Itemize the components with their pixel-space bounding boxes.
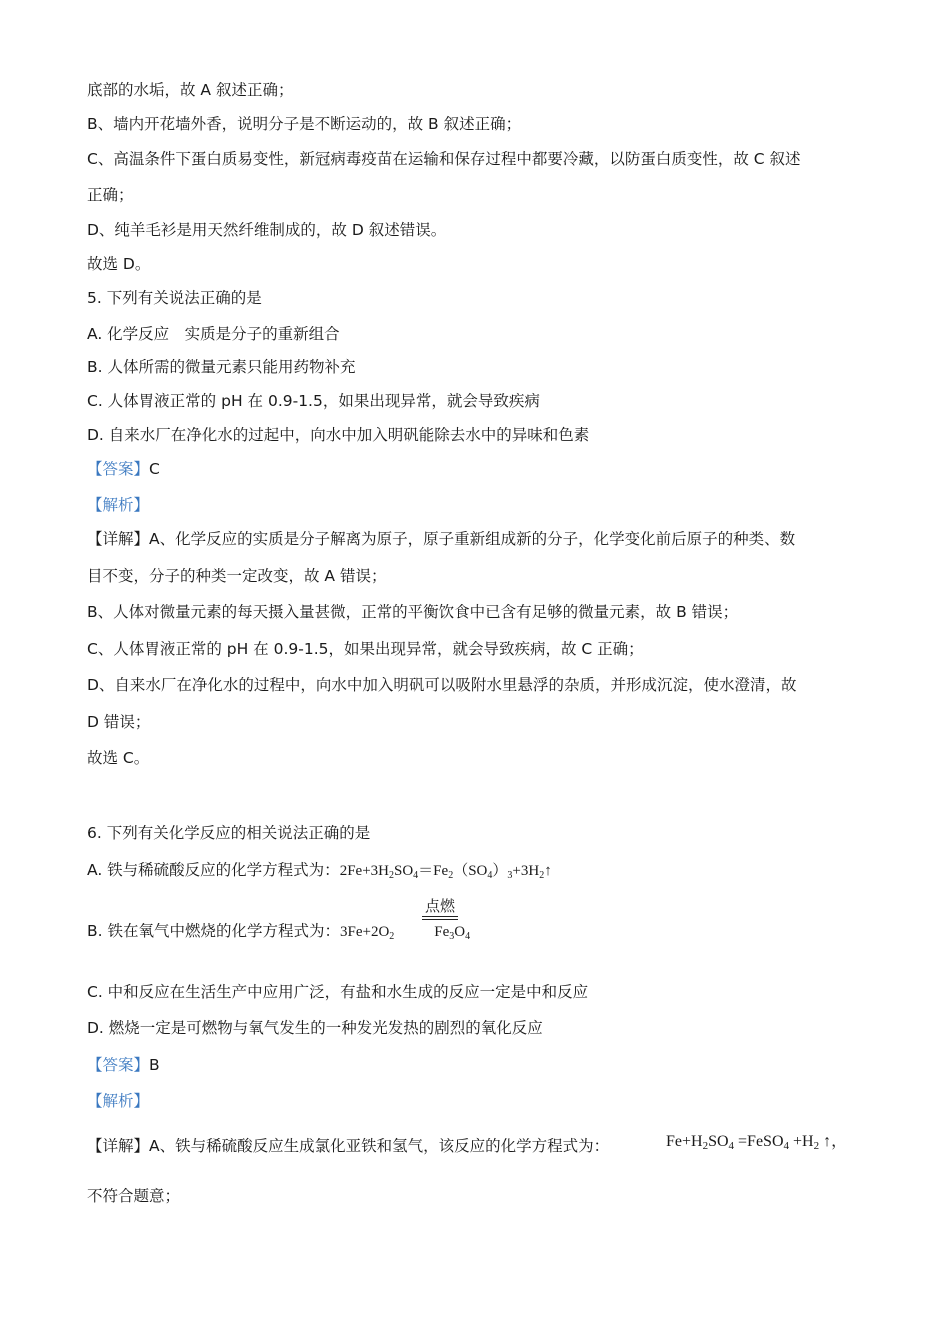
question-6-option-b: B. 铁在氧气中燃烧的化学方程式为：$3Fe+2O_2$ $Fe_3O_4$ (87, 922, 471, 942)
analysis-tag: 【解析】 (87, 1092, 150, 1110)
chemical-equation: $3Fe+2O_2$ $Fe_3O_4$ (340, 924, 471, 942)
text-line: C、高温条件下蛋白质易变性，新冠病毒疫苗在运输和保存过程中都要冷藏，以防蛋白质变性，故 C 叙述 (87, 150, 801, 168)
equals-bar (422, 919, 458, 920)
answer-tag: 【答案】 (87, 460, 150, 478)
question-5-option-b: B. 人体所需的微量元素只能用药物补充 (87, 358, 356, 376)
chemical-equation-image: $Fe+H_2SO_4$ =FeSO$_4$ $+H_2$ ↑， (666, 1133, 848, 1152)
question-6-stem: 6. 下列有关化学反应的相关说法正确的是 (87, 824, 371, 842)
text-line: 目不变，分子的种类一定改变，故 A 错误； (87, 567, 387, 585)
text-line: 故选 C。 (87, 749, 150, 767)
analysis-5-tag (87, 495, 149, 515)
answer-value: B (149, 1056, 160, 1074)
question-6-option-a: A. 铁与稀硫酸反应的化学方程式为：$2Fe+3H_2SO_4=Fe_2(SO_4)_3+3H_2↑$ (87, 861, 552, 881)
text-line: D 错误； (87, 713, 151, 731)
text-line: 【详解】A、化学反应的实质是分子解离为原子，原子重新组成新的分子，化学变化前后原子的种类、数 (87, 530, 796, 548)
text-line: D、纯羊毛衫是用天然纤维制成的，故 D 叙述错误。 (87, 221, 447, 239)
analysis-tag: 【解析】 (87, 496, 150, 514)
detail-6-line: 【详解】A、铁与稀硫酸反应生成氯化亚铁和氢气，该反应的化学方程式为： (87, 1137, 610, 1155)
text-line: C、人体胃液正常的 pH 在 0.9-1.5，如果出现异常，就会导致疾病，故 C 正确； (87, 640, 644, 658)
answer-5 (87, 459, 160, 479)
text-line: 故选 D。 (87, 255, 151, 273)
question-6-option-c: C. 中和反应在生活生产中应用广泛，有盐和水生成的反应一定是中和反应 (87, 983, 589, 1001)
text-line: 底部的水垢，故 A 叙述正确； (87, 81, 294, 99)
reaction-condition: 点燃 (422, 897, 458, 920)
text-line: 不符合题意； (87, 1187, 181, 1205)
question-5-option-d: D. 自来水厂在净化水的过起中，向水中加入明矾能除去水中的异味和色素 (87, 426, 590, 444)
answer-6 (87, 1055, 160, 1075)
question-6-option-d: D. 燃烧一定是可燃物与氧气发生的一种发光发热的剧烈的氧化反应 (87, 1019, 543, 1037)
analysis-6-tag (87, 1091, 149, 1111)
question-5-option-a: A. 化学反应 实质是分子的重新组合 (87, 325, 340, 343)
answer-value: C (149, 460, 160, 478)
answer-tag: 【答案】 (87, 1056, 150, 1074)
question-5-stem: 5. 下列有关说法正确的是 (87, 289, 262, 307)
text-line: D、自来水厂在净化水的过程中，向水中加入明矾可以吸附水里悬浮的杂质，并形成沉淀，使水澄清，故 (87, 676, 797, 694)
question-5-option-c: C. 人体胃液正常的 pH 在 0.9-1.5，如果出现异常，就会导致疾病 (87, 392, 540, 410)
equals-bar (422, 916, 458, 917)
text-line: B、人体对微量元素的每天摄入量甚微，正常的平衡饮食中已含有足够的微量元素，故 B 错误； (87, 603, 739, 621)
text-line: 正确； (87, 186, 134, 204)
text-line: B、墙内开花墙外香，说明分子是不断运动的，故 B 叙述正确； (87, 115, 522, 133)
chemical-equation: $2Fe+3H_2SO_4=Fe_2(SO_4)_3+3H_2↑$ (339, 863, 552, 881)
